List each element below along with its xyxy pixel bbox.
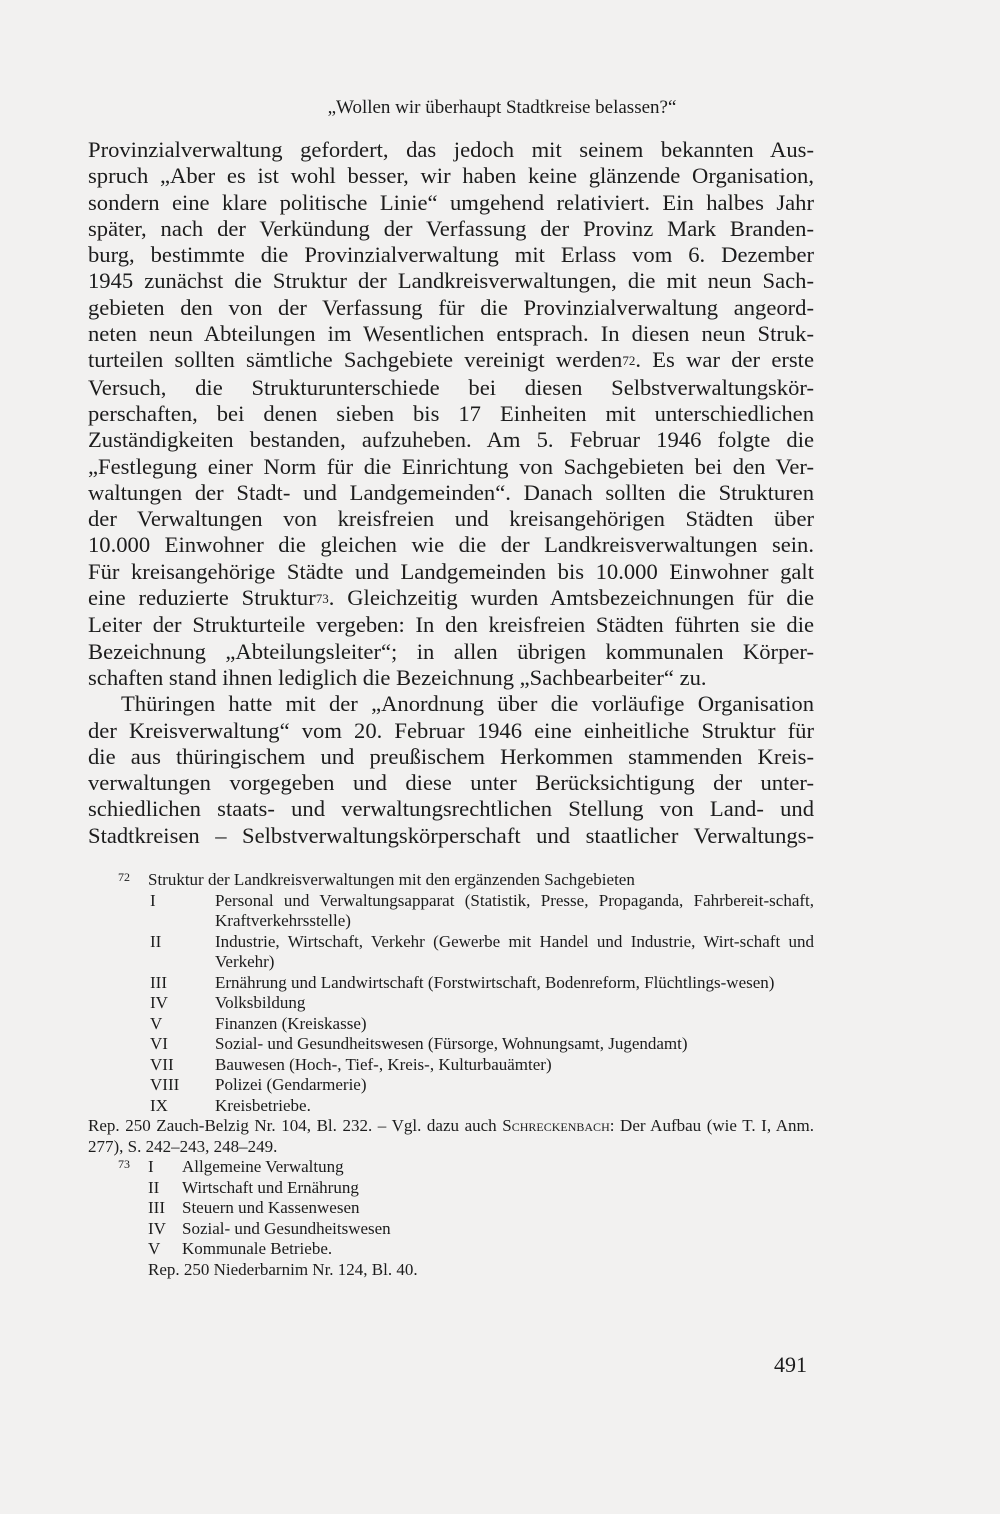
roman-numeral: II [148, 1177, 160, 1197]
item-text: Polizei (Gendarmerie) [215, 1075, 367, 1094]
footnote-reference[interactable]: 73 [315, 591, 329, 607]
source-text: : Der Aufbau (wie T. I, Anm. 277), S. 242–243, 248–249. [88, 1116, 814, 1156]
body-text [88, 137, 814, 849]
footnote-list-item [88, 891, 814, 932]
paragraph [88, 137, 814, 691]
item-text: Finanzen (Kreiskasse) [215, 1013, 367, 1033]
roman-numeral: VIII [150, 1075, 180, 1094]
text-line: der Verwaltungen von kreisfreien und kreisangehörigen Städten über [88, 506, 814, 532]
footnote-list-item [88, 1014, 814, 1035]
roman-numeral: I [148, 1157, 154, 1176]
roman-numeral: VII [150, 1054, 174, 1074]
item-text: Ernährung und Landwirtschaft (Forstwirtschaft, Bodenreform, Flüchtlings-wesen) [215, 972, 775, 992]
footnote-reference[interactable]: 72 [622, 353, 636, 369]
text-line: perschaften, bei denen sieben bis 17 Einheiten mit unterschiedlichen [88, 400, 814, 426]
source-text: Rep. 250 Zauch-Belzig Nr. 104, Bl. 232. – Vgl. dazu auch [88, 1116, 503, 1135]
text-line: „Festlegung einer Norm für die Einrichtung von Sachgebieten bei den Ver- [88, 453, 814, 479]
text-line: verwaltungen vorgegeben und diese unter Berücksichtigung der unter- [88, 770, 814, 796]
text-fragment: . Gleichzeitig wurden Amtsbezeichnungen für die [328, 585, 815, 611]
running-head: „Wollen wir überhaupt Stadtkreise belassen?“ [327, 97, 677, 118]
roman-numeral: V [148, 1239, 161, 1258]
footnote-list-item [88, 1178, 814, 1199]
text-fragment: turteilen sollten sämtliche Sachgebiete vereinigt werden [88, 347, 623, 373]
source-author: Schreckenbach [502, 1116, 610, 1135]
text-line: schaften stand ihnen lediglich die Bezeichnung „Sachbearbeiter“ zu. [88, 664, 707, 690]
text-line: Provinzialverwaltung gefordert, das jedoch mit seinem bekannten Aus- [88, 137, 814, 162]
text-line: Zuständigkeiten bestanden, aufzuheben. Am 5. Februar 1946 folgte die [88, 427, 814, 453]
item-text: Steuern und Kassenwesen [182, 1198, 360, 1217]
item-text: Sozial- und Gesundheitswesen (Fürsorge, Wohnungsamt, Jugendamt) [215, 1034, 688, 1053]
footnote-list-item [88, 1034, 814, 1055]
text-line: Versuch, die Strukturunterschiede bei diesen Selbstverwaltungskör- [88, 374, 814, 400]
footnote-source [88, 1116, 814, 1157]
footnotes [88, 870, 814, 1280]
roman-numeral: IX [150, 1095, 168, 1115]
item-text: Wirtschaft und Ernährung [182, 1177, 359, 1197]
text-line: Thüringen hatte mit der „Anordnung über die vorläufige Organisation [121, 691, 814, 717]
item-text: Bauwesen (Hoch-, Tief-, Kreis-, Kulturbauämter) [215, 1054, 552, 1074]
footnote-list-item [88, 1157, 814, 1178]
item-text: Volksbildung [215, 993, 306, 1012]
roman-numeral: III [150, 972, 167, 992]
item-text: Sozial- und Gesundheitswesen [182, 1218, 391, 1238]
footnote-list-item [88, 1198, 814, 1219]
text-line: 1945 zunächst die Struktur der Landkreisverwaltungen, die mit neun Sach- [88, 268, 814, 294]
text-line: später, nach der Verkündung der Verfassung der Provinz Mark Branden- [88, 215, 814, 241]
roman-numeral: IV [148, 1218, 166, 1238]
item-text: Kommunale Betriebe. [182, 1239, 333, 1258]
roman-numeral: V [150, 1013, 163, 1033]
roman-numeral: VI [150, 1034, 168, 1053]
text-line: neten neun Abteilungen im Wesentlichen entsprach. In diesen neun Struk- [88, 321, 814, 347]
paragraph [88, 691, 814, 849]
text-line: burg, bestimmte die Provinzialverwaltung mit Erlass vom 6. Dezember [88, 242, 814, 268]
footnote-list-item [88, 1055, 814, 1076]
roman-numeral: III [148, 1198, 165, 1217]
footnote-73 [88, 1157, 814, 1280]
item-text: Kreisbetriebe. [215, 1095, 311, 1115]
text-line: waltungen der Stadt- und Landgemeinden“. Danach sollten die Strukturen [88, 479, 814, 505]
text-fragment: . Es war der erste [635, 347, 814, 373]
roman-numeral: I [150, 890, 156, 910]
footnote-number: 72 [118, 870, 130, 884]
text-line: gebieten den von der Verfassung für die Provinzialverwaltung angeord- [88, 294, 814, 320]
text-fragment: eine reduzierte Struktur [88, 585, 316, 611]
footnote-source: Rep. 250 Niederbarnim Nr. 124, Bl. 40. [148, 1259, 418, 1279]
text-line: schiedlichen staats- und verwaltungsrechtlichen Stellung von Land- und [88, 796, 814, 822]
footnote-list-item [88, 973, 814, 994]
text-line: der Kreisverwaltung“ vom 20. Februar 1946 eine einheitliche Struktur für [88, 717, 814, 743]
text-line [88, 585, 814, 612]
text-line: sondern eine klare politische Linie“ umgehend relativiert. Ein halbes Jahr [88, 189, 814, 215]
footnote-heading-text: Struktur der Landkreisverwaltungen mit den ergänzenden Sachgebieten [148, 870, 635, 889]
footnote-list-item [88, 993, 814, 1014]
text-line: Bezeichnung „Abteilungsleiter“; in allen übrigen kommunalen Körper- [88, 638, 814, 664]
item-text: Allgemeine Verwaltung [182, 1157, 344, 1176]
text-line: die aus thüringischem und preußischem Herkommen stammenden Kreis- [88, 743, 814, 769]
text-line: 10.000 Einwohner die gleichen wie die der Landkreisverwaltungen sein. [88, 532, 814, 558]
text-line [88, 347, 814, 374]
footnote-list-item [88, 1219, 814, 1240]
text-line: Stadtkreisen – Selbstverwaltungskörperschaft und staatlicher Verwaltungs- [88, 822, 814, 848]
footnote-list-item [88, 1096, 814, 1117]
footnote-72-heading [88, 870, 814, 891]
footnote-list-item [88, 1239, 814, 1260]
text-line: Leiter der Strukturteile vergeben: In den kreisfreien Städten führten sie die [88, 612, 814, 638]
footnote-list-item [88, 932, 814, 973]
roman-numeral: IV [150, 993, 168, 1012]
footnote-list-item [88, 1075, 814, 1096]
text-line: spruch „Aber es ist wohl besser, wir haben keine glänzende Organisation, [88, 163, 814, 189]
page-number: 491 [774, 1352, 807, 1377]
text-line: Für kreisangehörige Städte und Landgemeinden bis 10.000 Einwohner galt [88, 558, 814, 584]
footnote-number: 73 [118, 1157, 130, 1171]
roman-numeral: II [150, 931, 162, 951]
item-text: Personal und Verwaltungsapparat (Statistik, Presse, Propaganda, Fahrbereit-schaft, Kraftverkehrsstelle) [215, 890, 814, 930]
item-text: Industrie, Wirtschaft, Verkehr (Gewerbe mit Handel und Industrie, Wirt-schaft und Verkehr) [215, 931, 814, 971]
